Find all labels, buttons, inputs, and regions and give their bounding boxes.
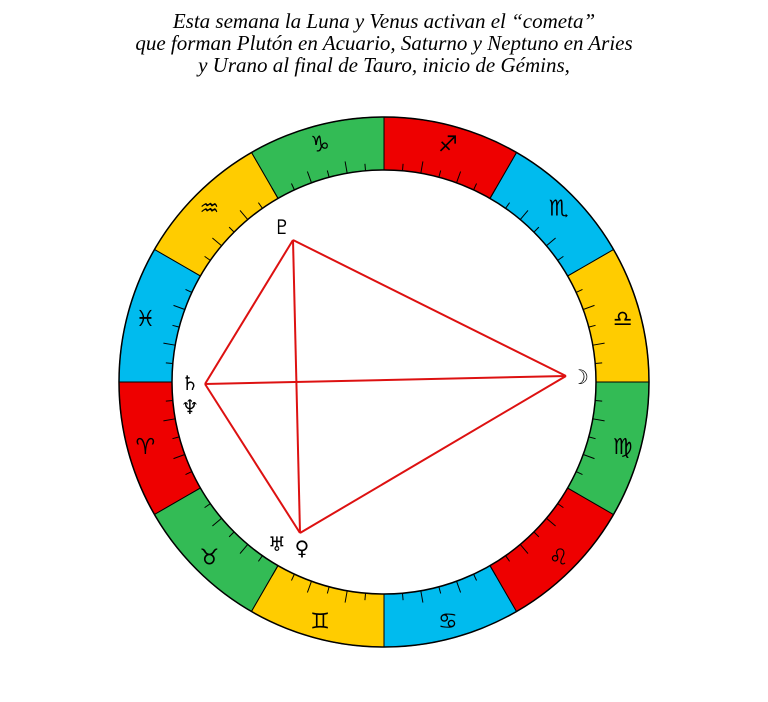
leo-icon: ♌ — [548, 545, 569, 571]
neptune-icon: ♆ — [181, 395, 199, 419]
caption-line-3: y Urano al final de Tauro, inicio de Gémins, — [198, 53, 570, 77]
caption-line-1: Esta semana la Luna y Venus activan el “cometa” — [172, 9, 596, 33]
degree-tick — [402, 593, 403, 600]
taurus-icon: ♉ — [199, 545, 220, 571]
degree-tick — [166, 400, 173, 401]
gemini-icon: ♊ — [310, 609, 330, 635]
caption-line-2: que forman Plutón en Acuario, Saturno y Neptuno en Aries — [135, 31, 633, 55]
degree-tick — [365, 593, 366, 600]
cancer-icon: ♋ — [438, 609, 458, 635]
pisces-icon: ♓ — [135, 307, 156, 333]
virgo-icon: ♍ — [612, 434, 633, 460]
sagittarius-icon: ♐ — [438, 132, 458, 158]
venus-icon: ♀ — [294, 536, 310, 560]
saturn-icon: ♄ — [181, 371, 199, 395]
libra-icon: ♎ — [612, 307, 633, 333]
capricorn-icon: ♑ — [310, 132, 330, 158]
uranus-icon: ♅ — [268, 532, 286, 556]
pluto-icon: ♇ — [273, 215, 291, 239]
degree-tick — [595, 400, 602, 401]
degree-tick — [365, 164, 366, 171]
degree-tick — [166, 363, 173, 364]
moon-icon: ☽ — [571, 365, 589, 389]
degree-tick — [402, 164, 403, 171]
aries-icon: ♈ — [135, 434, 156, 460]
degree-tick — [595, 363, 602, 364]
inner-ring — [172, 170, 596, 594]
scorpio-icon: ♏ — [548, 196, 569, 222]
aquarius-icon: ♒ — [199, 196, 220, 222]
